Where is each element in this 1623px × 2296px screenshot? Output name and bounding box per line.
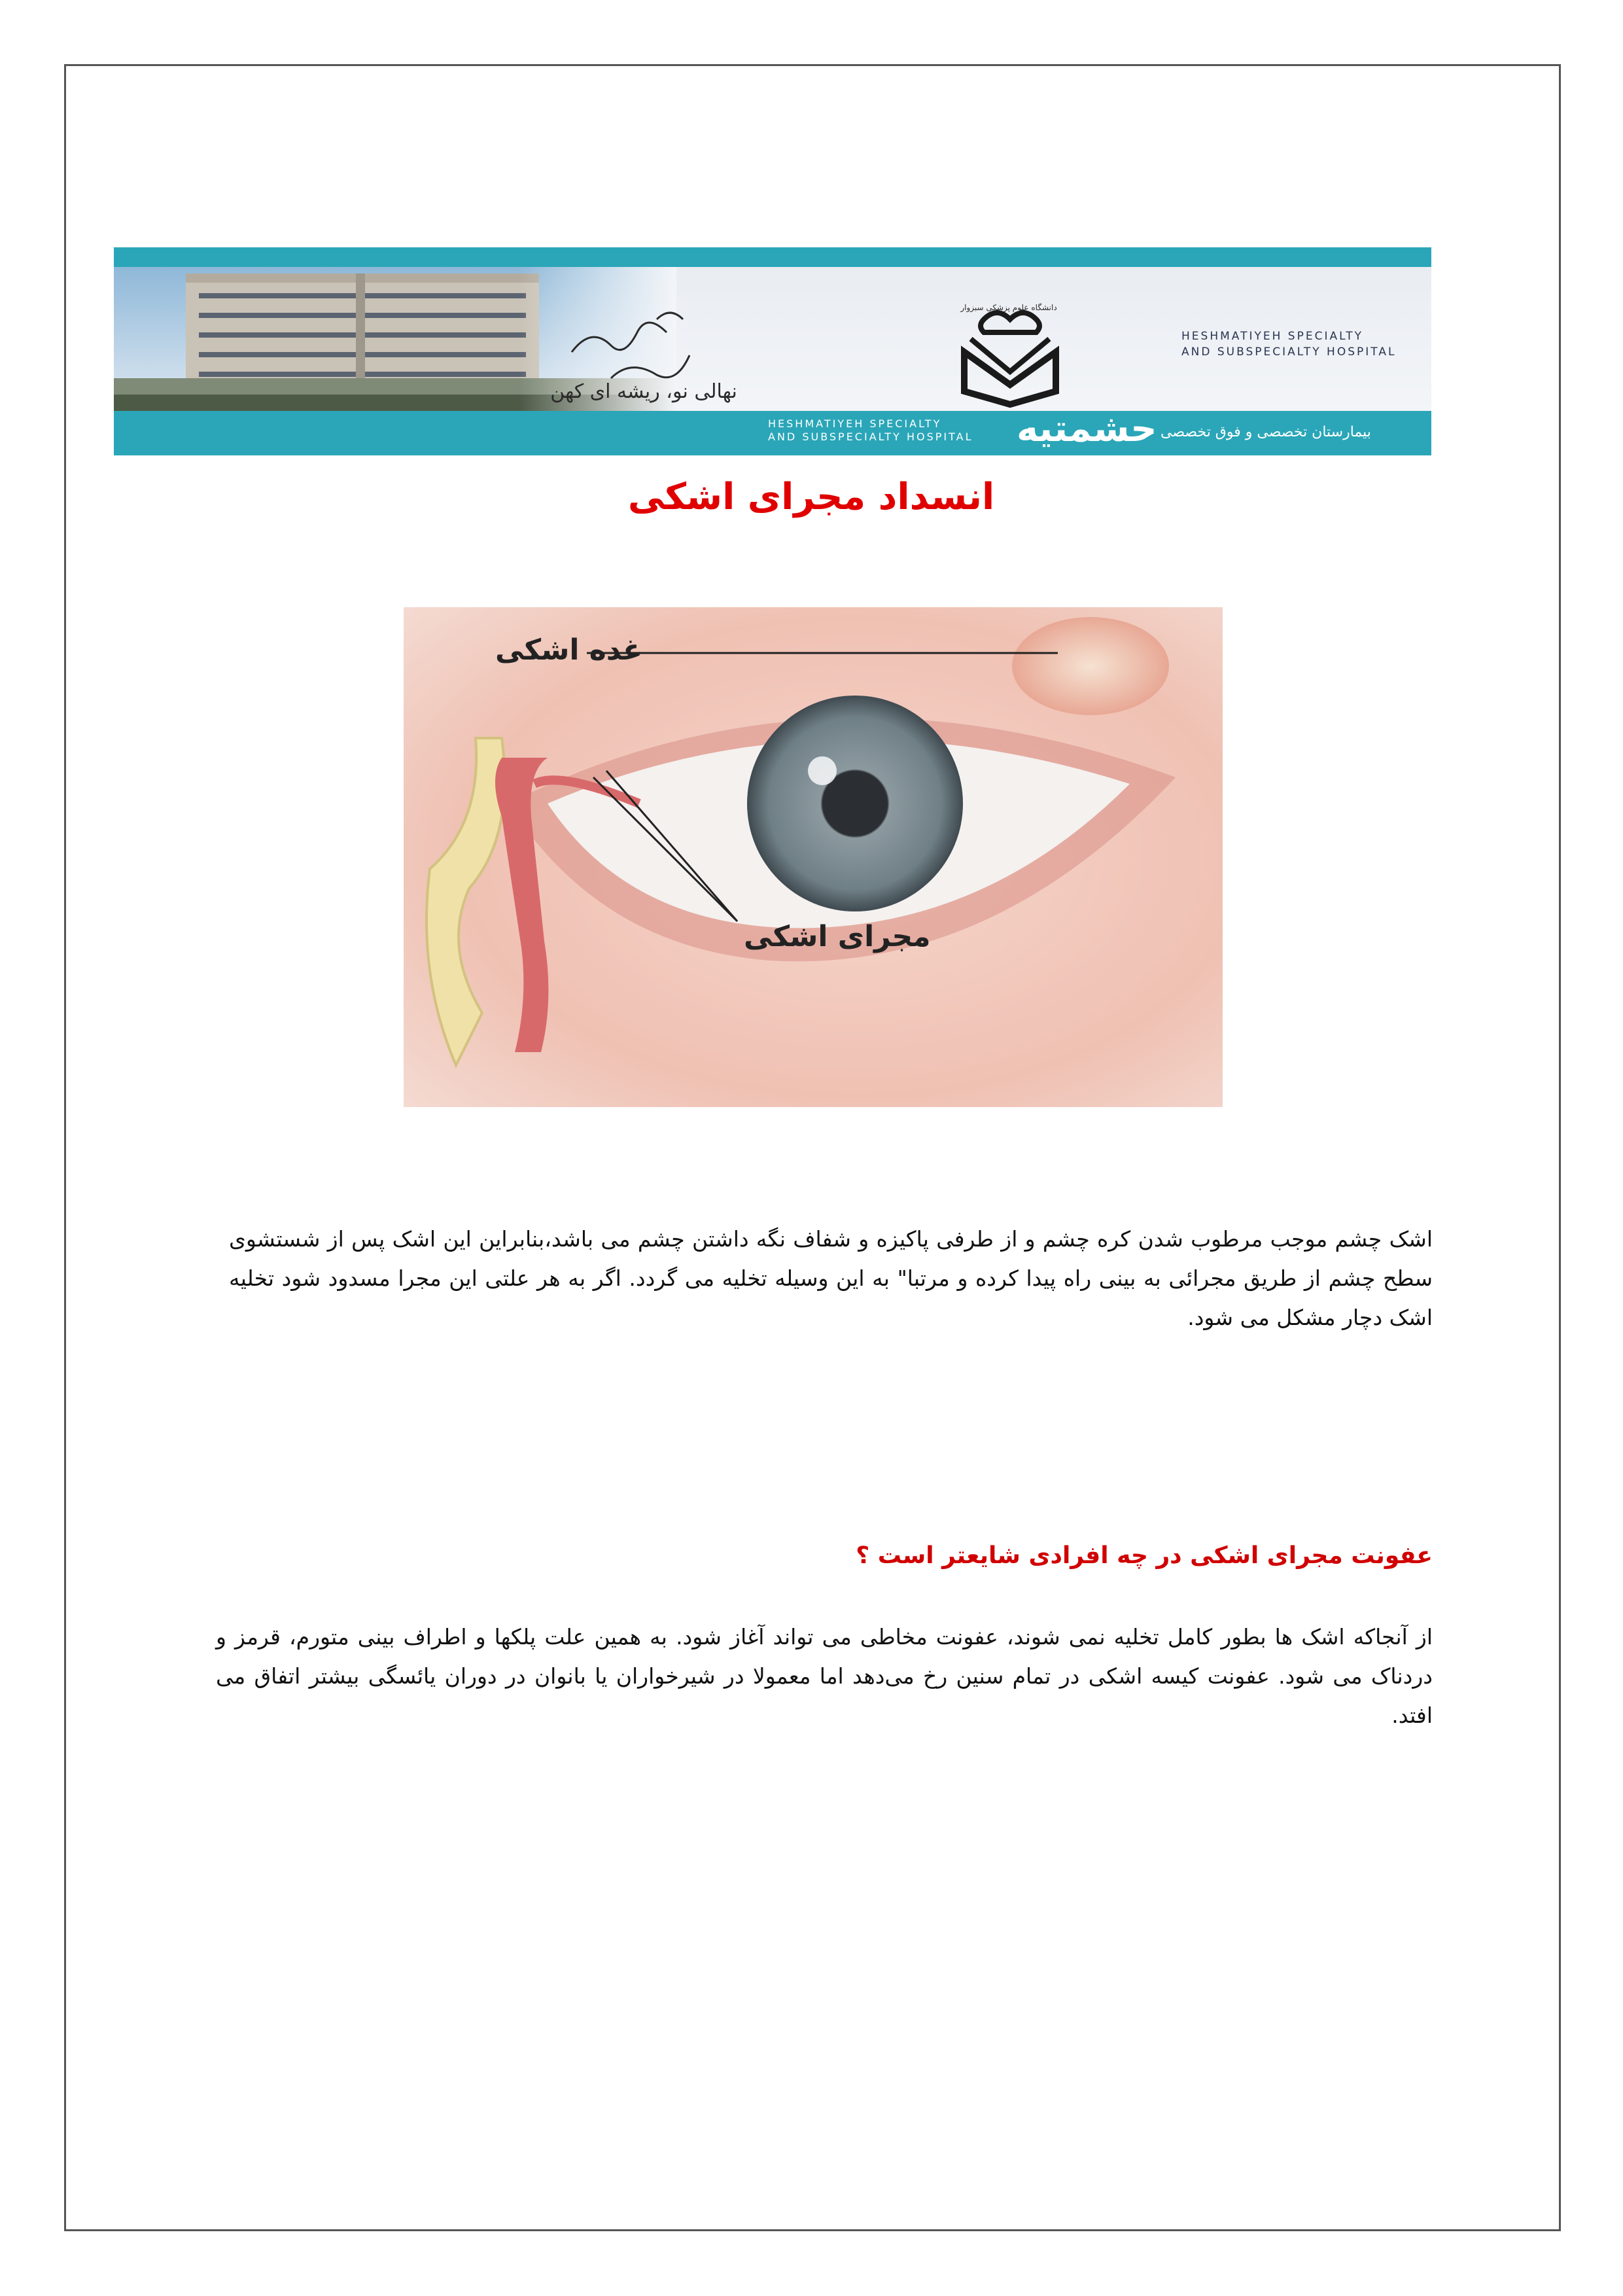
university-logo-icon bbox=[964, 313, 1056, 404]
hospital-banner bbox=[114, 247, 1431, 455]
section-paragraph: از آنجاکه اشک ها بطور کامل تخلیه نمی شوند، عفونت مخاطی می تواند آغاز شود. به همین علت پلکها و اطراف بینی متورم، قرمز و دردناک می شود. عفونت کیسه اشکی در تمام سنین رخ می‌دهد اما معمولا در شیرخواران یا بانوان در دوران یائسگی بیشتر اتفاق می افتد. bbox=[216, 1624, 1433, 1728]
iris bbox=[747, 696, 963, 911]
hospital-name-en-bottom bbox=[768, 417, 1003, 444]
label-tear-gland: غده اشکی bbox=[495, 633, 643, 667]
eye-illustration-svg bbox=[404, 607, 1223, 1107]
hospital-en-bottom-line1: HESHMATIYEH SPECIALTY bbox=[768, 417, 942, 430]
eye-reflection bbox=[808, 756, 837, 785]
label-tear-duct: مجرای اشکی bbox=[744, 920, 931, 953]
hospital-en-line2: AND SUBSPECIALTY HOSPITAL bbox=[1181, 345, 1397, 359]
hospital-name-fa: حشمتیه bbox=[1017, 408, 1157, 450]
slogan-text: نهالی نو، ریشه ای کهن bbox=[550, 380, 737, 403]
page-title: انسداد مجرای اشکی bbox=[627, 476, 995, 518]
tear-gland bbox=[1012, 617, 1169, 715]
hospital-name-en-right bbox=[1181, 328, 1417, 360]
university-name: دانشگاه علوم پزشکی سبزوار bbox=[960, 303, 1057, 312]
hospital-en-bottom-line2: AND SUBSPECIALTY HOSPITAL bbox=[768, 431, 973, 443]
hospital-en-line1: HESHMATIYEH SPECIALTY bbox=[1181, 330, 1363, 343]
section-heading: عفونت مجرای اشکی در چه افرادی شایعتر است ؟ bbox=[856, 1542, 1433, 1569]
eye-anatomy-illustration bbox=[404, 607, 1223, 1107]
hospital-subtitle-fa: بیمارستان تخصصی و فوق تخصصی bbox=[1161, 424, 1371, 440]
intro-paragraph: اشک چشم موجب مرطوب شدن کره چشم و از طرفی پاکیزه و شفاف نگه داشتن چشم می باشد،بنابراین این اشک پس از شستشوی سطح چشم از طریق مجرائی به بینی راه پیدا کرده و مرتبا" به این وسیله تخلیه می گردد. اگر به هر علتی این مجرا مسدود شود تخلیه اشک دچار مشکل می شود. bbox=[229, 1226, 1433, 1330]
